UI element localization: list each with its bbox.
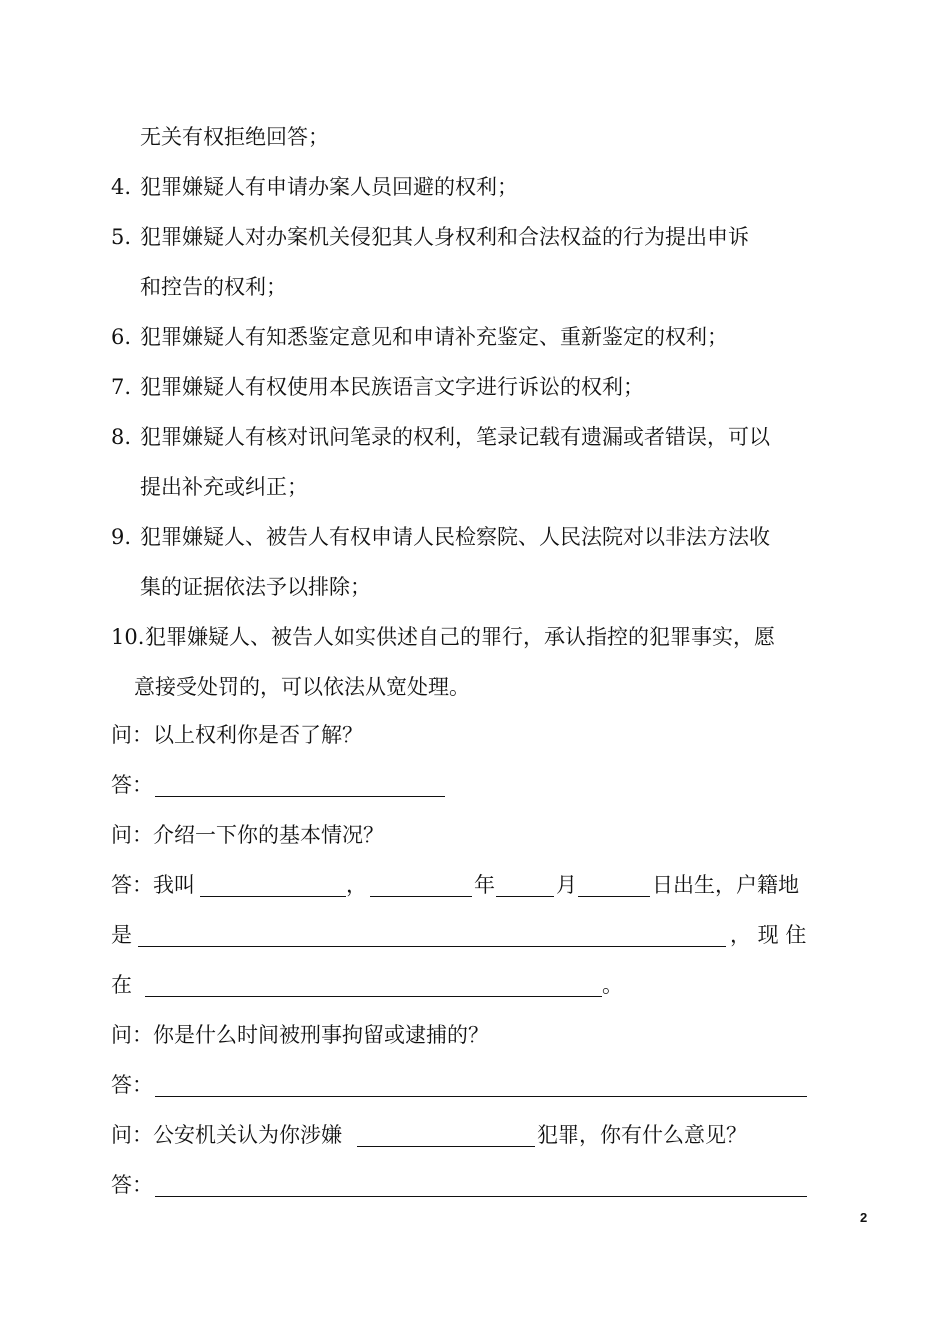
item-number: 6. [111,325,132,349]
name-blank[interactable] [200,896,346,897]
current-residence-label: ， 现 住 [730,923,807,947]
item-number: 5. [111,225,132,249]
page-number: 2 [860,1210,868,1225]
year-label: 年 [474,873,495,897]
residence-prefix: 在 [111,973,132,997]
question-suspected-crime-suffix: 犯罪，你有什么意见？ [537,1123,747,1147]
item-number: 7. [111,375,132,399]
comma: ， [346,873,367,897]
household-blank[interactable] [138,946,726,947]
birth-day-blank[interactable] [578,896,650,897]
item-number: 4. [111,175,132,199]
question-basic-info: 问：介绍一下你的基本情况？ [111,823,384,847]
birth-year-blank[interactable] [370,896,472,897]
item-3-continuation: 无关有权拒绝回答； [140,125,329,149]
answer-blank[interactable] [155,796,445,797]
item-number: 10. [111,625,145,649]
item-text-continuation: 意接受处罚的，可以依法从宽处理。 [134,675,470,699]
answer-blank[interactable] [155,1196,807,1197]
answer-label: 答： [111,1073,153,1097]
item-text: 犯罪嫌疑人对办案机关侵犯其人身权利和合法权益的行为提出申诉 [140,225,749,249]
item-text: 犯罪嫌疑人有申请办案人员回避的权利； [140,175,518,199]
question-suspected-crime-prefix: 问：公安机关认为你涉嫌 [111,1123,342,1147]
item-text-continuation: 提出补充或纠正； [140,475,308,499]
answer-name-prefix: 答：我叫 [111,873,195,897]
item-text: 犯罪嫌疑人有权使用本民族语言文字进行诉讼的权利； [140,375,644,399]
item-text: 犯罪嫌疑人、被告人有权申请人民检察院、人民法院对以非法方法收 [140,525,770,549]
item-number: 9. [111,525,132,549]
household-prefix: 是 [111,923,132,947]
question-detention: 问：你是什么时间被刑事拘留或逮捕的？ [111,1023,489,1047]
month-label: 月 [556,873,577,897]
residence-blank[interactable] [145,996,602,997]
answer-blank[interactable] [155,1096,807,1097]
item-text: 犯罪嫌疑人有核对讯问笔录的权利，笔录记载有遗漏或者错误，可以 [140,425,770,449]
answer-label: 答： [111,1173,153,1197]
item-text-continuation: 集的证据依法予以排除； [140,575,371,599]
period: 。 [602,973,623,997]
day-label: 日出生，户籍地 [652,873,799,897]
answer-label: 答： [111,773,153,797]
crime-blank[interactable] [357,1146,535,1147]
question-rights: 问：以上权利你是否了解？ [111,723,363,747]
item-text: 犯罪嫌疑人、被告人如实供述自己的罪行，承认指控的犯罪事实，愿 [145,625,775,649]
item-text-continuation: 和控告的权利； [140,275,287,299]
item-number: 8. [111,425,132,449]
item-text: 犯罪嫌疑人有知悉鉴定意见和申请补充鉴定、重新鉴定的权利； [140,325,728,349]
birth-month-blank[interactable] [496,896,554,897]
